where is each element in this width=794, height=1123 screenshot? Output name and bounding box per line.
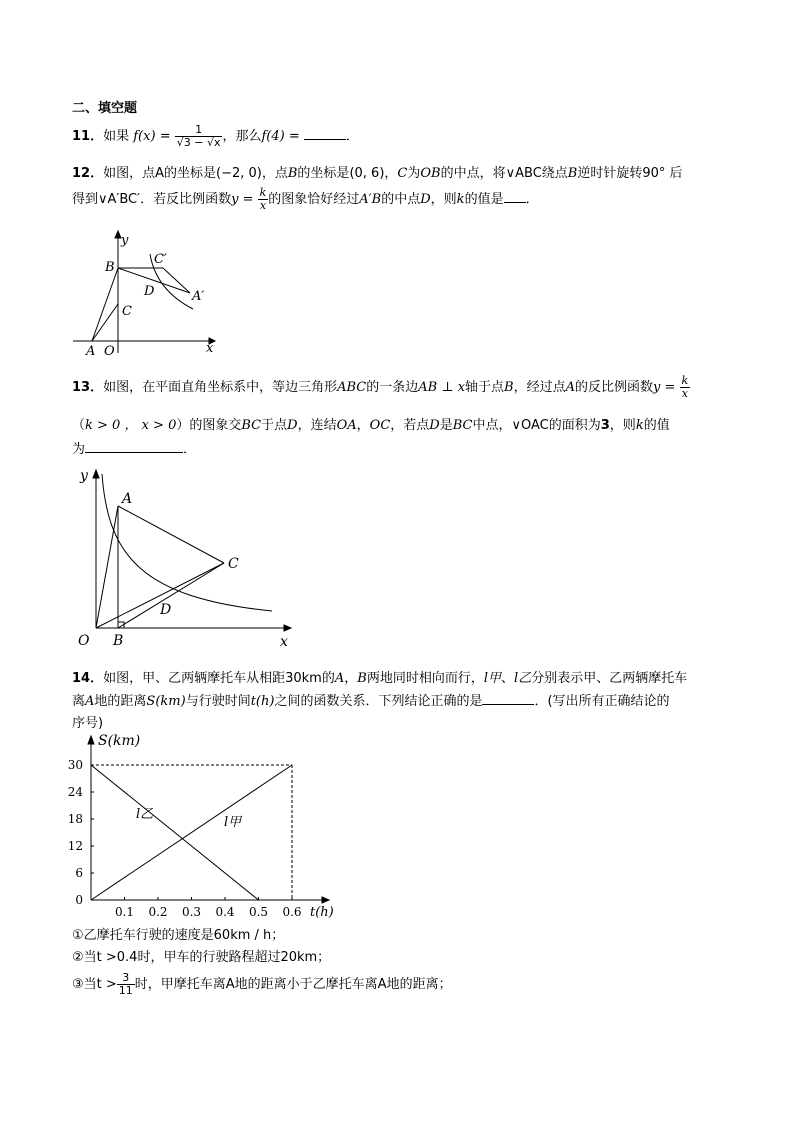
- q13-D: D: [287, 418, 298, 433]
- q14-option-3-pre: 当t >: [83, 977, 117, 992]
- q12-l1d: ，: [384, 166, 398, 181]
- q13-OC: OC: [369, 418, 391, 433]
- q13-l2b: ）的图象交: [176, 418, 242, 433]
- q14-ytick-label: 24: [67, 785, 83, 799]
- q14-ytick-label: 0: [75, 893, 83, 907]
- q12-label-x: x: [206, 341, 214, 356]
- q13-BC2: BC: [452, 418, 473, 433]
- q11-eq: =: [159, 129, 171, 144]
- q13-A: A: [565, 380, 576, 395]
- q12-y-eq: y =: [231, 192, 254, 207]
- q13-l2g: 是: [439, 418, 453, 433]
- q14-xtick-label: 0.5: [248, 905, 269, 919]
- q14-option-3-fraction: [117, 972, 135, 997]
- q13-label-C: C: [228, 556, 239, 572]
- q13-l2i: ，则: [609, 418, 636, 433]
- q11-number: 11．: [72, 129, 104, 144]
- q14-l2c: 与行驶时间: [185, 694, 251, 709]
- q14-answer-blank[interactable]: [482, 692, 534, 705]
- q12-coordB: (0, 6): [349, 166, 385, 181]
- q13-frac-num: k: [681, 374, 689, 387]
- q12-l2a: 得到∨A′BC′．若反比例函数: [72, 192, 232, 207]
- q13-answer-blank[interactable]: [85, 440, 183, 453]
- q13-k: k: [635, 418, 644, 433]
- q14-l2e: ．(写出所有正确结论的: [534, 694, 670, 709]
- q14-xtick-label: 0.6: [282, 905, 302, 919]
- q12-label-Aprime: A′: [192, 289, 205, 304]
- q14-option-1-mark: ①: [72, 928, 84, 943]
- q14-y-arrow: [88, 736, 94, 744]
- q14-xtick-label: 0.4: [215, 905, 235, 919]
- q13-D2: D: [429, 418, 440, 433]
- q14-option-1: [72, 924, 284, 943]
- q12-l2d: ，则: [430, 192, 457, 207]
- q14-l1e: 分别表示甲、乙两辆摩托车: [531, 671, 688, 686]
- q12-segment-AB: [92, 268, 118, 341]
- q13-cond: k > 0 ， x > 0: [85, 418, 177, 433]
- q12-segment-AC: [92, 304, 118, 341]
- q13-label-D: D: [160, 602, 172, 618]
- q11-fraction: [175, 124, 223, 149]
- q12-C: C: [397, 166, 408, 181]
- q14-x-arrow: [322, 897, 329, 903]
- q12-label-y: y: [121, 233, 129, 248]
- q14-xtick-label: 0.2: [148, 905, 168, 919]
- q13-fraction: [680, 375, 691, 400]
- q11-prefix: 如果: [103, 129, 130, 144]
- q13-number: 13．: [72, 380, 104, 395]
- q14-A2: A: [85, 694, 95, 709]
- q13-x-arrow: [284, 625, 291, 631]
- q12-label-B: B: [105, 260, 115, 275]
- q11-fx: f(x): [133, 129, 156, 144]
- q14-number: 14．: [72, 671, 104, 686]
- q14-ylabel: S(km): [98, 733, 141, 749]
- q14-option-3-frac-num: 3: [117, 972, 135, 985]
- q13-l3a: 为: [72, 442, 86, 457]
- q14-option-3: [72, 970, 452, 1000]
- q13-l2c: 于点: [261, 418, 288, 433]
- q13-y-arrow: [93, 470, 99, 478]
- q13-l1c: 轴于点: [465, 380, 505, 395]
- q13-l1b: 的一条边: [366, 380, 419, 395]
- q11-middle: ，那么: [222, 129, 262, 144]
- q14-A: A: [334, 671, 345, 686]
- q13-l2a: （: [72, 418, 86, 433]
- q12-number: 12．: [72, 166, 104, 181]
- q12-B2: B: [567, 166, 578, 181]
- q13-l1a: 如图，在平面直角坐标系中，等边三角形: [103, 380, 338, 395]
- question-13-line3: [72, 438, 196, 457]
- q14-series-yi: [91, 765, 259, 900]
- q13-end: ．: [183, 442, 197, 457]
- q14-l2b: 地的距离: [94, 694, 147, 709]
- q13-label-y: y: [80, 468, 88, 484]
- q12-k: k: [456, 192, 465, 207]
- q13-l1e: 的反比例函数: [575, 380, 654, 395]
- q14-option-3-post: 时，甲摩托车离A地的距离小于乙摩托车离A地的距离；: [134, 977, 452, 992]
- q12-fraction: [258, 187, 269, 212]
- q12-l2c: 的中点: [381, 192, 421, 207]
- q12-l2b: 的图象恰好经过: [268, 192, 360, 207]
- q14-label-l-yi: l乙: [136, 807, 154, 822]
- question-14-line3: 序号): [72, 716, 104, 731]
- q13-label-O: O: [78, 633, 90, 649]
- q13-ABC: ABC: [337, 380, 367, 395]
- q13-label-x: x: [280, 634, 288, 650]
- q13-l2h: 中点，∨OAC的面积为: [472, 418, 601, 433]
- question-11: [72, 122, 359, 152]
- q14-option-2: [72, 946, 330, 965]
- q13-segment-AC: [118, 506, 224, 563]
- q14-B: B: [357, 671, 367, 686]
- q12-l1f: 的中点，将∨ABC绕点: [440, 166, 568, 181]
- q14-dist: 30km: [285, 671, 322, 686]
- q12-OB: OB: [420, 166, 441, 181]
- question-13-line2: [72, 414, 670, 433]
- q13-label-A: A: [122, 491, 133, 507]
- q14-label-l-jia: l甲: [224, 815, 242, 830]
- q14-l1-name: l甲: [483, 671, 502, 686]
- q14-option-2-mark: ②: [72, 950, 84, 965]
- q11-answer-blank[interactable]: [304, 127, 346, 140]
- q14-series-jia: [91, 765, 292, 900]
- q13-ABperp: AB ⊥ x: [418, 380, 466, 395]
- question-13-line1: [72, 373, 690, 403]
- q13-BC: BC: [241, 418, 262, 433]
- question-12-line2: [72, 185, 539, 215]
- q12-label-C: C: [122, 304, 132, 319]
- q14-l1d: 两地同时相向而行，: [366, 671, 484, 686]
- q12-frac-num: k: [259, 186, 267, 199]
- q14-option-2-text: 当t >0.4时，甲车的行驶路程超过20km；: [83, 950, 331, 965]
- q12-l1b: ，点: [261, 166, 288, 181]
- question-14-line2: [72, 690, 670, 709]
- q14-xtick-label: 0.1: [114, 905, 135, 919]
- q14-sep: 、: [501, 671, 515, 686]
- q11-frac-num: 1: [175, 124, 223, 137]
- q14-ytick-label: 6: [75, 866, 83, 880]
- q11-end: ．: [345, 129, 359, 144]
- q14-l1a: 如图，甲、乙两辆摩托车从相距: [103, 671, 286, 686]
- q14-l2-name: l乙: [514, 671, 532, 686]
- q13-B: B: [504, 380, 514, 395]
- q13-y-eq: y =: [653, 380, 676, 395]
- q14-option-3-mark: ③: [72, 977, 84, 992]
- q12-label-Cprime: C′: [154, 252, 167, 267]
- q13-l2e: ，: [356, 418, 370, 433]
- q14-chart: [60, 728, 350, 920]
- q12-B: B: [287, 166, 298, 181]
- q12-label-O: O: [104, 344, 115, 359]
- q14-ytick-label: 30: [67, 758, 83, 772]
- q12-label-D: D: [144, 284, 155, 299]
- q13-l2j: 的值: [643, 418, 670, 433]
- q12-D: D: [420, 192, 431, 207]
- q13-figure: [72, 460, 302, 652]
- q12-l1a: 如图，点A的坐标是: [103, 166, 216, 181]
- q14-t: t(h): [250, 694, 275, 709]
- q12-answer-blank[interactable]: [504, 190, 526, 203]
- q14-xlabel: t(h): [310, 905, 334, 920]
- question-14-line1: [72, 667, 687, 686]
- q14-l1c: ，: [344, 671, 358, 686]
- q12-AB: A′B: [359, 192, 382, 207]
- section-title: 二、填空题: [72, 101, 138, 116]
- q14-l2d: 之间的函数关系．下列结论正确的是: [274, 694, 483, 709]
- q13-segment-BC: [118, 563, 224, 628]
- q12-l1e: 为: [407, 166, 421, 181]
- q11-f4: f(4): [261, 129, 285, 144]
- q12-coordA: (−2, 0): [216, 166, 262, 181]
- q12-l2e: 的值是: [464, 192, 504, 207]
- q14-option-3-frac-den: 11: [118, 984, 133, 997]
- q12-frac-den: x: [259, 199, 267, 212]
- q14-l1b: 的: [321, 671, 335, 686]
- q14-ytick-label: 12: [67, 839, 83, 853]
- q13-segment-OC: [96, 563, 224, 628]
- q13-l1d: ，经过点: [513, 380, 566, 395]
- q14-S: S(km): [146, 694, 186, 709]
- q13-frac-den: x: [681, 387, 688, 400]
- q12-l1g: 逆时针旋转90° 后: [577, 166, 683, 181]
- q11-frac-den: √3 − √x: [176, 136, 221, 149]
- q12-end: ．: [525, 192, 539, 207]
- q12-l1c: 的坐标是: [297, 166, 350, 181]
- q13-segment-OA: [96, 506, 118, 628]
- q13-l2f: ，若点: [390, 418, 430, 433]
- q14-option-1-text: 乙摩托车行驶的速度是60km / h；: [83, 928, 285, 943]
- q14-xtick-label: 0.3: [181, 905, 202, 919]
- q13-area: 3: [600, 418, 610, 433]
- q13-label-B: B: [113, 633, 124, 649]
- q14-ytick-label: 18: [67, 812, 83, 826]
- q11-eq2: =: [288, 129, 300, 144]
- q12-figure: [68, 228, 228, 360]
- q14-l2a: 离: [72, 694, 86, 709]
- q13-OA: OA: [336, 418, 357, 433]
- q13-l2d: ，连结: [297, 418, 337, 433]
- q12-label-A: A: [86, 344, 96, 359]
- question-12-line1: [72, 162, 683, 181]
